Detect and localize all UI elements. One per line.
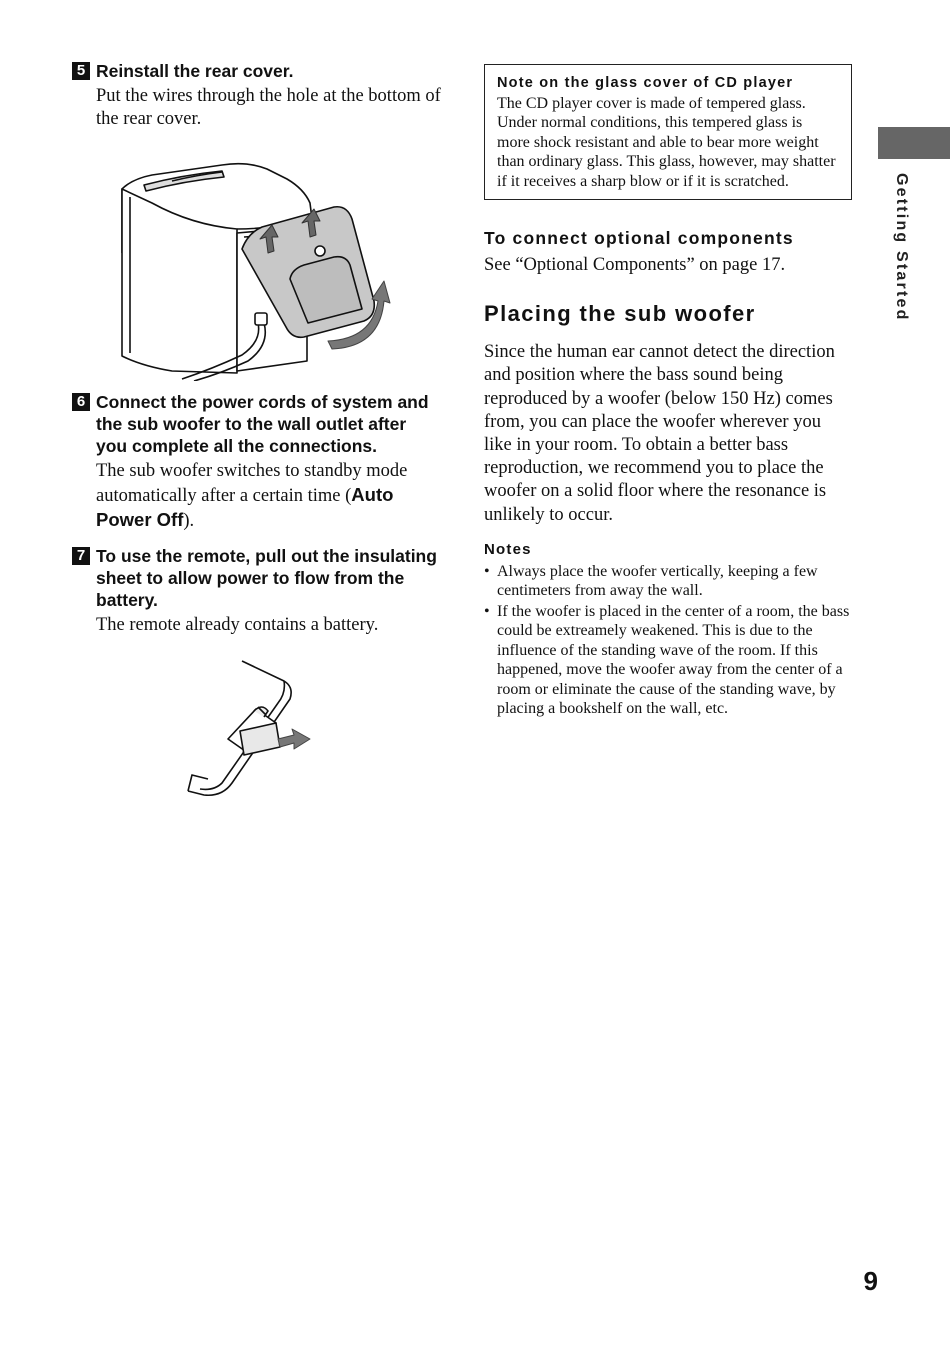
step-title: Reinstall the rear cover.: [96, 61, 294, 81]
left-column: [72, 60, 442, 805]
step-number: 6: [72, 393, 90, 411]
note-text: The CD player cover is made of tempered glass. Under normal conditions, this tempered glass is more shock resistant and able to bear more weight than ordinary glass. This glass, however, may shatter if it receives a sharp blow or if it is scratched.: [497, 95, 836, 190]
step-body: The remote already contains a battery.: [96, 615, 379, 635]
right-column: [484, 64, 852, 720]
placing-text: Since the human ear cannot detect the direction and position where the bass sound being reproduced by a woofer (below 150 Hz) comes from, you can place the woofer wherever you like in your room. To obtain a better bass reproduction, we recommend you to place the woofer on a solid floor where the resonance is unlikely to occur.: [484, 342, 835, 525]
step-5: [72, 60, 442, 131]
step-body: [96, 460, 442, 533]
notes-section: [484, 541, 852, 719]
list-item: • Always place the woofer vertically, keeping a few centimeters from away the wall.: [484, 562, 852, 601]
note-title: Note on the glass cover of CD player: [497, 75, 794, 91]
placing-section: [484, 301, 852, 527]
section-label: Getting Started: [893, 173, 910, 322]
section-tab: [878, 127, 950, 159]
glass-cover-note-box: [484, 64, 852, 200]
step-body: Put the wires through the hole at the bottom of the rear cover.: [96, 86, 441, 129]
list-item: • If the woofer is placed in the center of a room, the bass could be extreamely weakened. This is due to the influence of the standing wave of the room. If this happened, move the woofer away from the center of a room or eliminate the cause of the standing wave, by placing a bookshelf on the wall, etc.: [484, 602, 852, 719]
placing-heading: Placing the sub woofer: [484, 301, 756, 327]
optional-components-text: See “Optional Components” on page 17.: [484, 255, 786, 276]
optional-components-heading: To connect optional components: [484, 228, 794, 249]
remote-battery-illustration: [72, 655, 442, 805]
step-title: Connect the power cords of system and the sub woofer to the wall outlet after you complete all the connections.: [96, 392, 429, 456]
step-number: 5: [72, 62, 90, 80]
optional-components-section: [484, 228, 852, 277]
step-number: 7: [72, 547, 90, 565]
page-number: 9: [863, 1266, 878, 1296]
step-7: [72, 545, 442, 637]
notes-heading: Notes: [484, 540, 532, 558]
step-6: [72, 391, 442, 533]
notes-list: [484, 562, 852, 719]
rear-cover-illustration: [72, 141, 442, 381]
auto-power-off-label: Auto Power Off: [96, 484, 394, 530]
step-title: To use the remote, pull out the insulating sheet to allow power to flow from the battery.: [96, 546, 437, 610]
step-body-text: The sub woofer switches to standby mode automatically after a certain time (: [96, 461, 408, 506]
step-body-text-end: ).: [183, 511, 195, 531]
